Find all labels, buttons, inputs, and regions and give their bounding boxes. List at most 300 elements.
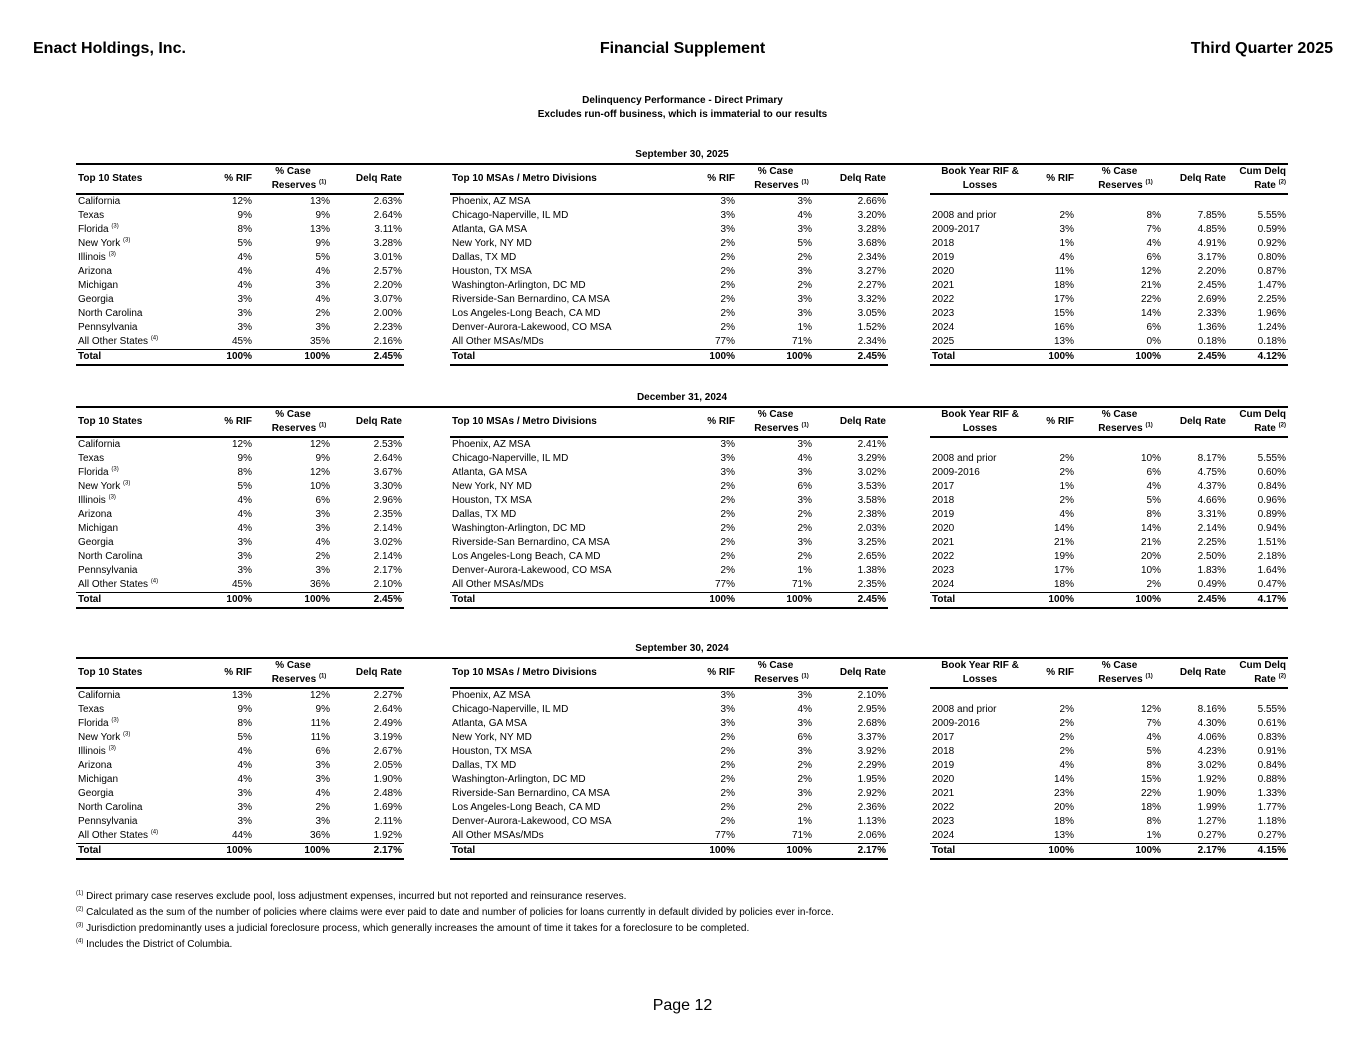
states-table (76, 659, 404, 860)
delq-rate-value: 3.11% (374, 224, 402, 235)
case-reserves-value: 8% (1146, 509, 1161, 520)
rif-value: 8% (237, 224, 252, 235)
total-rif: 100% (1030, 593, 1076, 609)
msa-name: Chicago-Naperville, IL MD (452, 210, 569, 221)
header-line: Cum Delq (1239, 409, 1286, 420)
msa-name: Riverside-San Bernardino, CA MSA (452, 788, 610, 799)
state-name (76, 564, 194, 578)
state-name (76, 494, 194, 508)
table-row (76, 550, 404, 564)
col-header-delq-rate: Delq Rate (332, 659, 404, 688)
rif-value: 5% (237, 732, 252, 743)
rif-value: 4% (237, 760, 252, 771)
delq-rate-value: 2.11% (374, 816, 402, 827)
header-line: Losses (962, 674, 998, 685)
rif-value: 3% (237, 294, 252, 305)
rif-value: 3% (237, 816, 252, 827)
case-reserves-value: 3% (797, 294, 812, 305)
state-name (76, 578, 194, 593)
rif-value: 3% (720, 467, 735, 478)
book-year: 2019 (932, 252, 955, 263)
case-reserves-value: 71% (791, 579, 812, 590)
table-row (76, 787, 404, 801)
case-reserves-value: 2% (315, 551, 330, 562)
cum-delq-rate-value: 1.51% (1257, 537, 1286, 548)
msa-name: Houston, TX MSA (452, 266, 532, 277)
delq-rate-value: 2.63% (373, 196, 402, 207)
book-year: 2018 (932, 746, 955, 757)
state-label: California (78, 690, 121, 701)
delq-rate-value: 8.17% (1197, 453, 1226, 464)
delq-rate-value: 2.35% (373, 509, 402, 520)
section-title: September 30, 2024 (635, 643, 729, 654)
delq-rate-value: 2.65% (857, 551, 886, 562)
delq-rate-value: 7.85% (1197, 210, 1226, 221)
rif-value: 4% (237, 266, 252, 277)
rif-value: 11% (1054, 266, 1074, 277)
rif-value: 5% (237, 238, 252, 249)
table-row (450, 237, 888, 251)
delq-rate-value: 2.34% (857, 252, 886, 263)
state-name (76, 731, 194, 745)
col-header-case-reserves (254, 165, 332, 194)
delq-rate-value: 2.48% (373, 788, 402, 799)
total-rif: 100% (675, 844, 737, 860)
case-reserves-value: 3% (315, 509, 330, 520)
table-row (450, 703, 888, 717)
msa-name: Washington-Arlington, DC MD (452, 774, 586, 785)
state-label: Illinois (78, 495, 106, 506)
state-name (76, 536, 194, 550)
total-rif: 100% (1030, 844, 1076, 860)
footnote-text: Jurisdiction predominantly uses a judicial foreclosure process, which generally increases the amount of time it takes for a foreclosure to be completed. (86, 923, 750, 934)
case-reserves-value: 12% (309, 439, 330, 450)
table-row (450, 759, 888, 773)
rif-value: 2% (720, 308, 735, 319)
cum-delq-rate-value: 0.59% (1257, 224, 1286, 235)
msa-name: Atlanta, GA MSA (452, 718, 528, 729)
delq-rate-value: 3.31% (1197, 509, 1226, 520)
rif-value: 2% (1059, 704, 1074, 715)
case-reserves-value: 3% (797, 788, 812, 799)
total-row (76, 593, 404, 609)
msa-name: Dallas, TX MD (452, 252, 517, 263)
delq-rate-value: 1.99% (1197, 802, 1226, 813)
state-label: Florida (78, 718, 109, 729)
state-label: All Other States (78, 830, 149, 841)
case-reserves-value: 8% (1146, 760, 1161, 771)
delq-rate-value: 2.29% (857, 760, 886, 771)
state-name (76, 466, 194, 480)
footnote-marker: (1) (76, 890, 84, 897)
rif-value: 4% (1059, 252, 1074, 263)
state-label: Michigan (78, 774, 119, 785)
rif-value: 8% (237, 467, 252, 478)
total-delq-rate: 2.45% (1163, 350, 1228, 366)
header-line: % Case (757, 166, 794, 177)
footnote-marker: (2) (1278, 179, 1286, 186)
table-row (930, 335, 1288, 350)
footnote-text: Calculated as the sum of the number of policies where claims were ever paid to date and number of policies for loans currently in default divided by policies ever in-force. (86, 907, 834, 918)
case-reserves-value: 4% (797, 210, 812, 221)
state-name (76, 787, 194, 801)
delq-rate-value: 2.53% (373, 439, 402, 450)
book-year: 2018 (932, 495, 955, 506)
table-row (76, 223, 404, 237)
col-header-case-reserves (254, 659, 332, 688)
delq-rate-value: 2.49% (373, 718, 402, 729)
footnote-marker: (1) (1145, 179, 1153, 186)
table-row (450, 335, 888, 350)
delq-rate-value: 3.67% (373, 467, 402, 478)
table-row (76, 437, 404, 452)
footnote-marker: (4) (150, 335, 159, 342)
state-name (76, 773, 194, 787)
state-label: Arizona (78, 509, 112, 520)
table-row (450, 536, 888, 550)
rif-value: 4% (237, 774, 252, 785)
delq-rate-value: 2.66% (857, 196, 886, 207)
col-header-case-reserves (737, 408, 814, 437)
rif-value: 20% (1053, 802, 1074, 813)
case-reserves-value: 4% (315, 788, 330, 799)
state-label: All Other States (78, 336, 149, 347)
case-reserves-value: 18% (1140, 802, 1161, 813)
delq-rate-value: 2.64% (373, 210, 402, 221)
total-label: Total (930, 593, 1030, 609)
table-row (450, 265, 888, 279)
table-row (76, 759, 404, 773)
case-reserves-value: 3% (315, 816, 330, 827)
header-line: % Case (1101, 166, 1138, 177)
total-delq-rate: 2.45% (814, 593, 888, 609)
state-label: Michigan (78, 280, 119, 291)
rif-value: 13% (1053, 830, 1074, 841)
header-line: Reserves (1098, 674, 1143, 685)
table-row (76, 536, 404, 550)
header-line: Losses (962, 180, 998, 191)
state-label: Texas (78, 210, 105, 221)
cum-delq-rate-value (1228, 194, 1288, 209)
case-reserves-value: 6% (1146, 252, 1161, 263)
case-reserves-value: 9% (315, 210, 330, 221)
case-reserves-value: 5% (315, 252, 330, 263)
footnote-marker: (3) (111, 717, 119, 724)
book-year: 2021 (932, 537, 955, 548)
table-row (76, 480, 404, 494)
rif-value: 3% (720, 718, 735, 729)
rif-value: 18% (1053, 280, 1074, 291)
table-row (930, 536, 1288, 550)
table-row (76, 829, 404, 844)
col-header-rif: % RIF (1030, 659, 1076, 688)
header-line: Reserves (271, 423, 317, 434)
state-name (76, 437, 194, 452)
rif-value: 4% (237, 495, 252, 506)
delq-rate-value: 3.25% (857, 537, 886, 548)
col-header-case-reserves (1076, 408, 1163, 437)
delq-rate-value: 1.83% (1197, 565, 1226, 576)
table-row (76, 194, 404, 209)
msa-name: Riverside-San Bernardino, CA MSA (452, 537, 610, 548)
book-year: 2020 (932, 523, 955, 534)
rif-value: 2% (720, 746, 735, 757)
case-reserves-value: 3% (315, 760, 330, 771)
delq-rate-value: 2.03% (857, 523, 886, 534)
total-cum-delq-rate: 4.17% (1228, 593, 1288, 609)
delq-rate-value: 3.28% (373, 238, 402, 249)
table-row (76, 293, 404, 307)
cum-delq-rate-value: 0.61% (1257, 718, 1286, 729)
case-reserves-value: 14% (1140, 523, 1161, 534)
state-name (76, 717, 194, 731)
book-year: 2017 (932, 732, 955, 743)
book-year: 2020 (932, 774, 955, 785)
table-row (76, 578, 404, 593)
total-rif: 100% (194, 593, 254, 609)
delq-rate-value: 1.13% (857, 816, 886, 827)
case-reserves-value: 6% (797, 481, 812, 492)
footnote-marker: (1) (1145, 673, 1153, 680)
case-reserves-value: 4% (315, 266, 330, 277)
table-row (450, 550, 888, 564)
total-label: Total (450, 593, 675, 609)
total-row (76, 350, 404, 366)
table-row (76, 335, 404, 350)
cum-delq-rate-value: 2.25% (1257, 294, 1286, 305)
header-line: Rate (1254, 423, 1276, 434)
book-year: 2009-2016 (932, 467, 980, 478)
table-row (450, 307, 888, 321)
table-row (930, 717, 1288, 731)
col-header-msa: Top 10 MSAs / Metro Divisions (450, 659, 675, 688)
delq-rate-value: 3.28% (857, 224, 886, 235)
section-1 (76, 391, 1288, 605)
table-row (930, 745, 1288, 759)
state-label: All Other States (78, 579, 149, 590)
msas-table (450, 659, 888, 860)
state-label: Texas (78, 704, 105, 715)
delq-rate-value: 2.06% (857, 830, 886, 841)
delq-rate-value: 4.37% (1197, 481, 1226, 492)
msa-name: New York, NY MD (452, 732, 532, 743)
header-line: Reserves (271, 674, 317, 685)
case-reserves-value: 13% (309, 196, 330, 207)
header-line: % Case (1101, 660, 1138, 671)
delq-rate-value: 3.30% (373, 481, 402, 492)
book-year-table (930, 659, 1288, 860)
footnote-marker: (4) (150, 829, 159, 836)
book-year (930, 688, 1030, 703)
state-label: New York (78, 732, 121, 743)
col-header-delq-rate: Delq Rate (814, 659, 888, 688)
state-name (76, 279, 194, 293)
book-year: 2008 and prior (932, 210, 997, 221)
rif-value: 9% (237, 704, 252, 715)
table-row (930, 829, 1288, 844)
delq-rate-value: 1.38% (857, 565, 886, 576)
case-reserves-value: 1% (797, 816, 812, 827)
state-name (76, 508, 194, 522)
case-reserves-value: 5% (1146, 495, 1161, 506)
col-header-delq-rate: Delq Rate (814, 165, 888, 194)
delq-rate-value: 4.06% (1197, 732, 1226, 743)
cum-delq-rate-value: 0.89% (1257, 509, 1286, 520)
delq-rate-value: 1.52% (857, 322, 886, 333)
table-row (76, 307, 404, 321)
rif-value: 5% (237, 481, 252, 492)
total-row (450, 350, 888, 366)
table-row (76, 703, 404, 717)
delq-rate-value: 3.02% (857, 467, 886, 478)
cum-delq-rate-value (1228, 437, 1288, 452)
delq-rate-value: 4.85% (1197, 224, 1226, 235)
footnote-marker: (3) (111, 223, 119, 230)
table-row (930, 759, 1288, 773)
cum-delq-rate-value: 0.83% (1257, 732, 1286, 743)
state-name (76, 522, 194, 536)
table-row (450, 578, 888, 593)
col-header-rif: % RIF (675, 659, 737, 688)
table-row (450, 829, 888, 844)
rif-value: 2% (720, 760, 735, 771)
header-line: % Case (757, 409, 794, 420)
table-row (76, 688, 404, 703)
table-row (76, 522, 404, 536)
total-case-reserves: 100% (254, 844, 332, 860)
header-line: Losses (962, 423, 998, 434)
rif-value: 3% (1059, 224, 1074, 235)
delq-rate-value: 2.36% (857, 802, 886, 813)
table-row (450, 745, 888, 759)
table-row (76, 452, 404, 466)
rif-value: 12% (231, 439, 252, 450)
book-year: 2008 and prior (932, 453, 997, 464)
col-header-cum-delq-rate (1228, 659, 1288, 688)
total-label: Total (76, 593, 194, 609)
table-row (450, 466, 888, 480)
book-year: 2018 (932, 238, 955, 249)
msa-name: All Other MSAs/MDs (452, 830, 544, 841)
delq-rate-value: 3.19% (373, 732, 402, 743)
table-row (76, 773, 404, 787)
case-reserves-value: 5% (1146, 746, 1161, 757)
delq-rate-value: 2.68% (857, 718, 886, 729)
col-header-state: Top 10 States (76, 408, 194, 437)
cum-delq-rate-value: 0.94% (1257, 523, 1286, 534)
col-header-msa: Top 10 MSAs / Metro Divisions (450, 408, 675, 437)
total-case-reserves: 100% (1076, 844, 1163, 860)
total-rif: 100% (194, 350, 254, 366)
header-line: Reserves (1098, 180, 1143, 191)
state-name (76, 745, 194, 759)
state-name (76, 688, 194, 703)
state-name (76, 480, 194, 494)
rif-value (1030, 688, 1076, 703)
state-name (76, 223, 194, 237)
rif-value: 2% (1059, 453, 1074, 464)
msa-name: Chicago-Naperville, IL MD (452, 704, 569, 715)
footnote-marker: (2) (1278, 422, 1286, 429)
states-table (76, 408, 404, 609)
case-reserves-value: 14% (1140, 308, 1161, 319)
col-header-delq-rate: Delq Rate (814, 408, 888, 437)
delq-rate-value: 4.30% (1197, 718, 1226, 729)
state-label: Georgia (78, 537, 114, 548)
table-row (450, 321, 888, 335)
state-name (76, 194, 194, 209)
book-year: 2025 (932, 336, 955, 347)
case-reserves-value: 1% (1146, 830, 1161, 841)
table-row (450, 731, 888, 745)
footnote-marker: (3) (123, 731, 131, 738)
rif-value: 2% (720, 732, 735, 743)
case-reserves-value: 9% (315, 704, 330, 715)
book-year-table (930, 165, 1288, 366)
delq-rate-value: 2.14% (373, 551, 402, 562)
delq-rate-value: 3.02% (373, 537, 402, 548)
book-year: 2021 (932, 788, 955, 799)
case-reserves-value: 3% (797, 224, 812, 235)
book-year: 2022 (932, 551, 955, 562)
book-year: 2021 (932, 280, 955, 291)
table-row (450, 223, 888, 237)
msa-name: All Other MSAs/MDs (452, 579, 544, 590)
state-label: New York (78, 238, 121, 249)
rif-value: 9% (237, 210, 252, 221)
rif-value: 21% (1053, 537, 1074, 548)
state-name (76, 209, 194, 223)
state-label: New York (78, 481, 121, 492)
msa-name: Atlanta, GA MSA (452, 224, 528, 235)
delq-rate-value (1163, 437, 1228, 452)
table-row (76, 251, 404, 265)
delq-rate-value: 2.69% (1197, 294, 1226, 305)
book-year: 2024 (932, 830, 955, 841)
case-reserves-value: 7% (1146, 718, 1161, 729)
total-case-reserves: 100% (737, 593, 814, 609)
total-row (450, 844, 888, 860)
case-reserves-value: 2% (797, 252, 812, 263)
delq-rate-value: 1.69% (373, 802, 402, 813)
col-header-rif: % RIF (194, 659, 254, 688)
case-reserves-value: 5% (797, 238, 812, 249)
rif-value: 4% (237, 746, 252, 757)
footnote-text: Includes the District of Columbia. (86, 939, 233, 950)
msa-name: New York, NY MD (452, 238, 532, 249)
table-row (930, 815, 1288, 829)
delq-rate-value: 1.90% (1197, 788, 1226, 799)
delq-rate-value: 8.16% (1197, 704, 1226, 715)
table-row (930, 466, 1288, 480)
case-reserves-value: 3% (797, 718, 812, 729)
rif-value: 77% (714, 336, 735, 347)
case-reserves-value: 12% (309, 690, 330, 701)
msa-name: Dallas, TX MD (452, 760, 517, 771)
rif-value: 3% (720, 196, 735, 207)
total-rif: 100% (675, 350, 737, 366)
book-year: 2023 (932, 565, 955, 576)
cum-delq-rate-value: 0.96% (1257, 495, 1286, 506)
state-label: Florida (78, 224, 109, 235)
state-label: Texas (78, 453, 105, 464)
total-label: Total (76, 350, 194, 366)
delq-rate-value: 2.92% (857, 788, 886, 799)
delq-rate-value: 1.92% (373, 830, 402, 841)
delq-rate-value: 1.92% (1197, 774, 1226, 785)
delq-rate-value: 2.05% (373, 760, 402, 771)
delq-rate-value: 2.25% (1197, 537, 1226, 548)
